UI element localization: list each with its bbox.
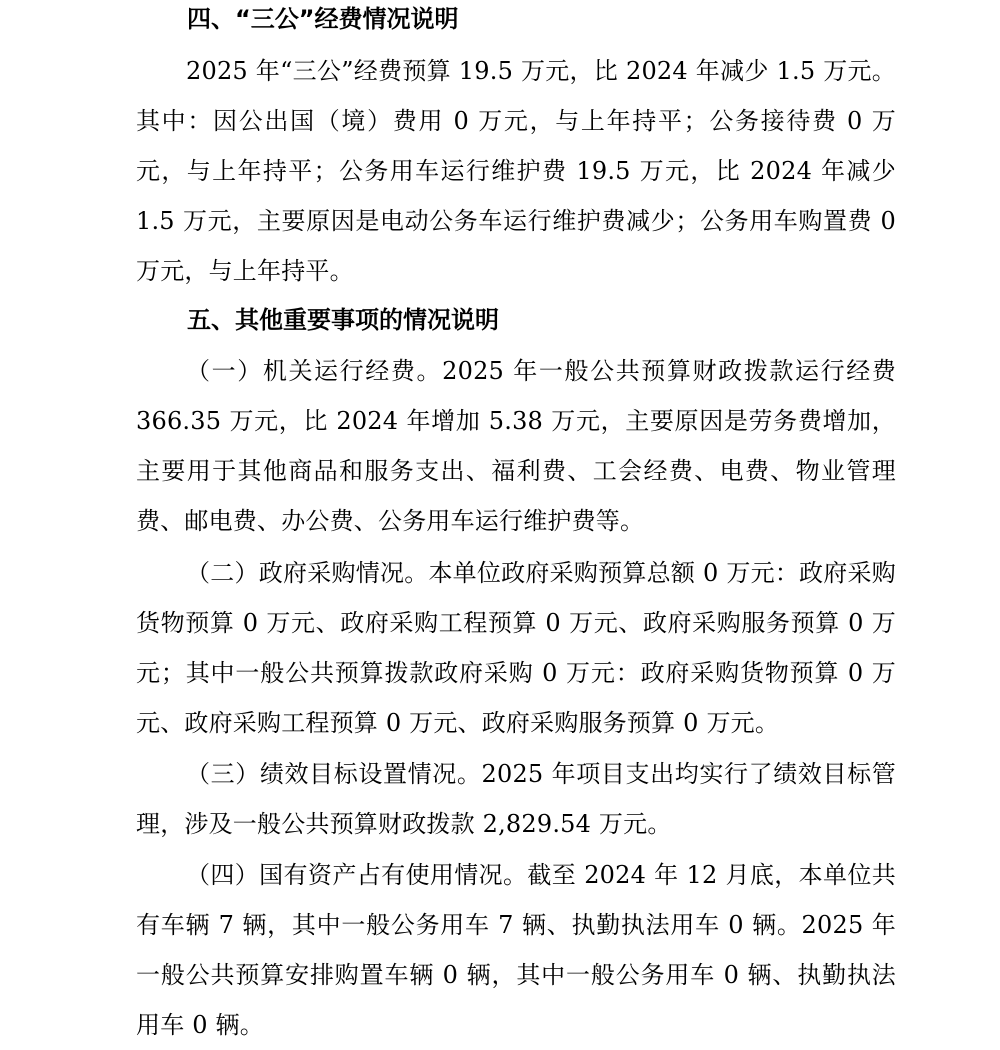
section-4-heading: 四、“三公”经费情况说明 xyxy=(187,5,459,33)
item-1-text: 2025 年一般公共预算财政拨款运行经费 366.35 万元，比 2024 年增加 5.38 万元，主要原因是劳务费增加，主要用于其他商品和服务支出、福利费、工会经费、电费、物业管理费、邮电费、办公费、公务用车运行维护费等。 xyxy=(136,357,896,535)
section-4-paragraph: 2025 年“三公”经费预算 19.5 万元，比 2024 年减少 1.5 万元。其中：因公出国（境）费用 0 万元，与上年持平；公务接待费 0 万元，与上年持平；公务用车运行维护费 19.5 万元，比 2024 年减少 1.5 万元，主要原因是电动公务车运行维护费减少；公务用车购置费 0 万元，与上年持平。 xyxy=(136,57,896,285)
section-5-heading: 五、其他重要事项的情况说明 xyxy=(187,306,499,334)
item-4-title: （四）国有资产占有使用情况。 xyxy=(186,861,528,889)
item-3-title: （三）绩效目标设置情况。 xyxy=(186,760,482,788)
item-3-text: 2025 年项目支出均实行了绩效目标管理，涉及一般公共预算财政拨款 2,829.54 万元。 xyxy=(136,760,896,838)
item-3-paragraph xyxy=(136,749,896,849)
item-1-title: （一）机关运行经费。 xyxy=(186,357,443,385)
item-4-paragraph xyxy=(136,850,896,1050)
item-2-title: （二）政府采购情况。 xyxy=(186,559,429,587)
item-2-text: 本单位政府采购预算总额 0 万元：政府采购货物预算 0 万元、政府采购工程预算 0 万元、政府采购服务预算 0 万元；其中一般公共预算拨款政府采购 0 万元：政府采购货物预算 0 万元、政府采购工程预算 0 万元、政府采购服务预算 0 万元。 xyxy=(136,559,896,737)
item-4-text: 截至 2024 年 12 月底，本单位共有车辆 7 辆，其中一般公务用车 7 辆、执勤执法用车 0 辆。2025 年一般公共预算安排购置车辆 0 辆，其中一般公务用车 0 辆、执勤执法用车 0 辆。 xyxy=(136,861,896,1039)
item-2-paragraph xyxy=(136,548,896,748)
item-1-paragraph xyxy=(136,346,896,546)
